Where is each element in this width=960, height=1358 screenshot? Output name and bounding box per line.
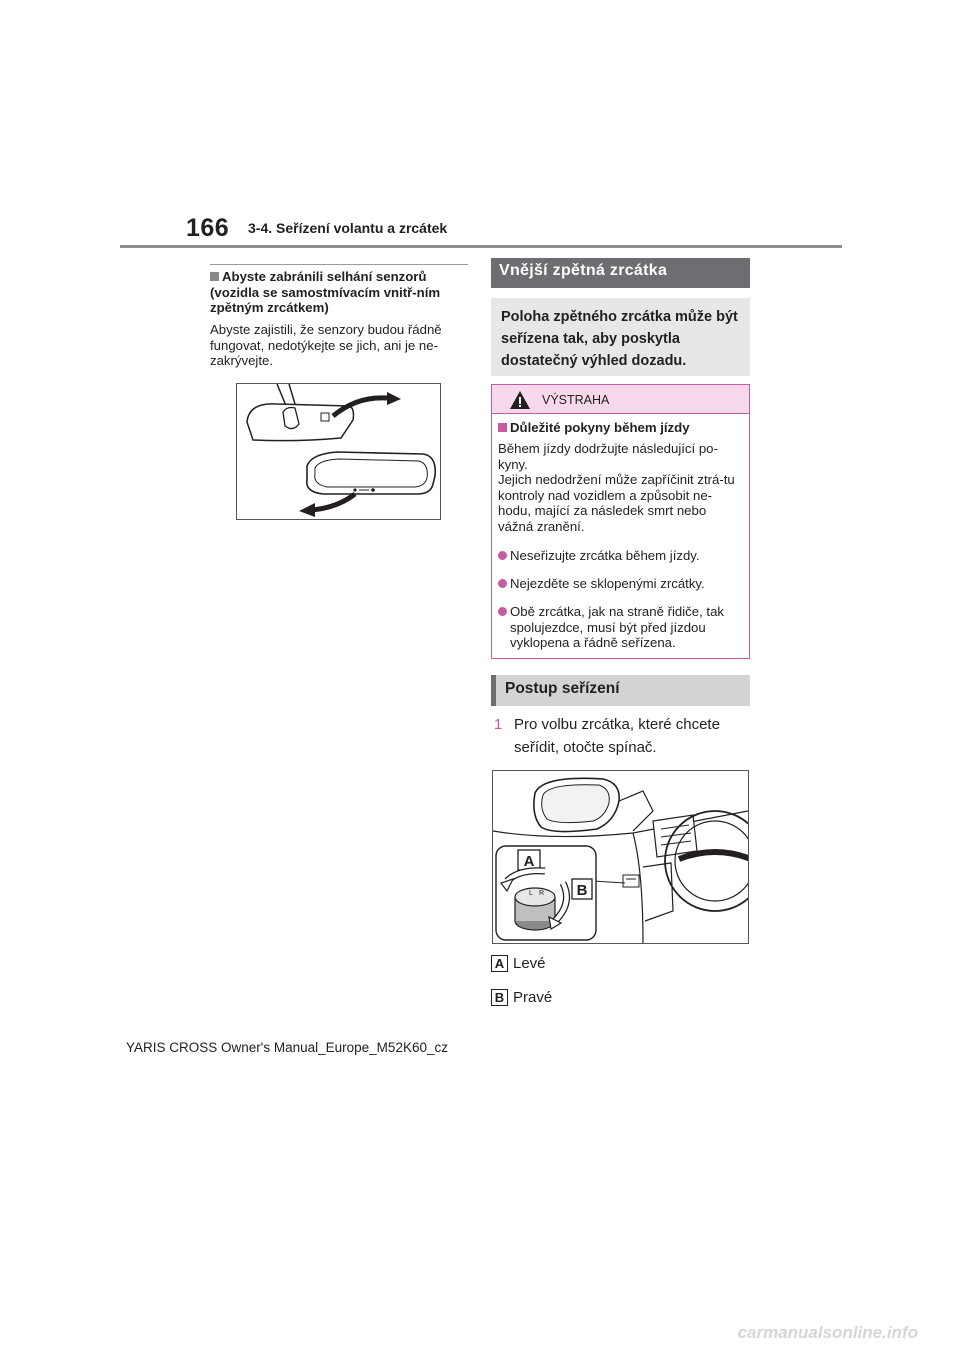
intro-box: Poloha zpětného zrcátka může být seřízena tak, aby poskytla dostatečný výhled dozadu. [491,298,750,376]
warning-bullet-text: Nejezděte se sklopenými zrcátky. [510,576,705,591]
bullet-dot-icon [498,607,507,616]
legend-key: A [491,955,508,972]
warning-subheading-text: Důležité pokyny během jízdy [510,420,690,435]
inner-mirror-figure [236,383,441,520]
note-heading-text: Abyste zabránili selhání senzorů (vozidla se samostmívacím vnitř-ním zpětným zrcátkem) [210,269,441,315]
legend-key: B [491,989,508,1006]
inner-mirror-illustration [237,384,440,519]
procedure-heading: Postup seřízení [491,675,750,706]
warning-triangle-icon [509,390,531,410]
legend-text: Levé [513,955,546,972]
mirror-switch-figure [492,770,749,944]
warning-bullet [498,548,746,564]
footer [0,1040,960,1055]
warning-title: VÝSTRAHA [542,393,610,407]
warning-bullet-text: Neseřizujte zrcátka během jízdy. [510,548,700,563]
square-bullet-icon [210,272,219,281]
note-heading [210,269,468,316]
bullet-dot-icon [498,551,507,560]
warning-bullet [498,604,746,651]
warning-header [492,385,749,414]
footer-text: YARIS CROSS Owner's Manual_Europe_M52K60_cz [126,1040,448,1055]
legend-text: Pravé [513,989,553,1006]
warning-text-2: Jejich nedodržení může zapříčinit ztrá-tu kontroly nad vozidlem a způsobit ne-hodu, mající za následek smrt nebo vážná zranění. [498,472,735,534]
watermark: carmanualsonline.info [737,1323,918,1342]
svg-text:R: R [539,890,545,897]
warning-text [498,441,744,534]
bullet-dot-icon [498,579,507,588]
square-bullet-icon [498,423,507,432]
step-text: Pro volbu zrcátka, které chcete seřídit, otočte spínač. [514,716,720,756]
figure-label-a: A [523,853,535,870]
note-body: Abyste zajistili, že senzory budou řádně fungovat, nedotýkejte se jich, ani je ne-zakrývejte. [210,322,442,368]
warning-text-1: Během jízdy dodržujte následující po-kyny. [498,441,718,472]
page-number: 166 [186,214,230,242]
warning-subheading [498,420,690,435]
section-title: 3-4. Seřízení volantu a zrcátek [248,220,448,236]
step-number: 1 [494,716,503,733]
warning-bullet-text: Obě zrcátka, jak na straně řidiče, tak spolujezdce, musí být před jízdou vyklopena a řádně seřízena. [510,604,725,650]
note-divider [210,264,468,265]
warning-box [491,384,750,659]
warning-bullet [498,576,746,592]
header-rule [120,245,842,248]
figure-label-b: B [576,882,588,899]
svg-text:L: L [529,890,533,897]
outside-mirrors-heading: Vnější zpětná zrcátka [491,258,750,288]
mirror-switch-illustration [493,771,748,943]
